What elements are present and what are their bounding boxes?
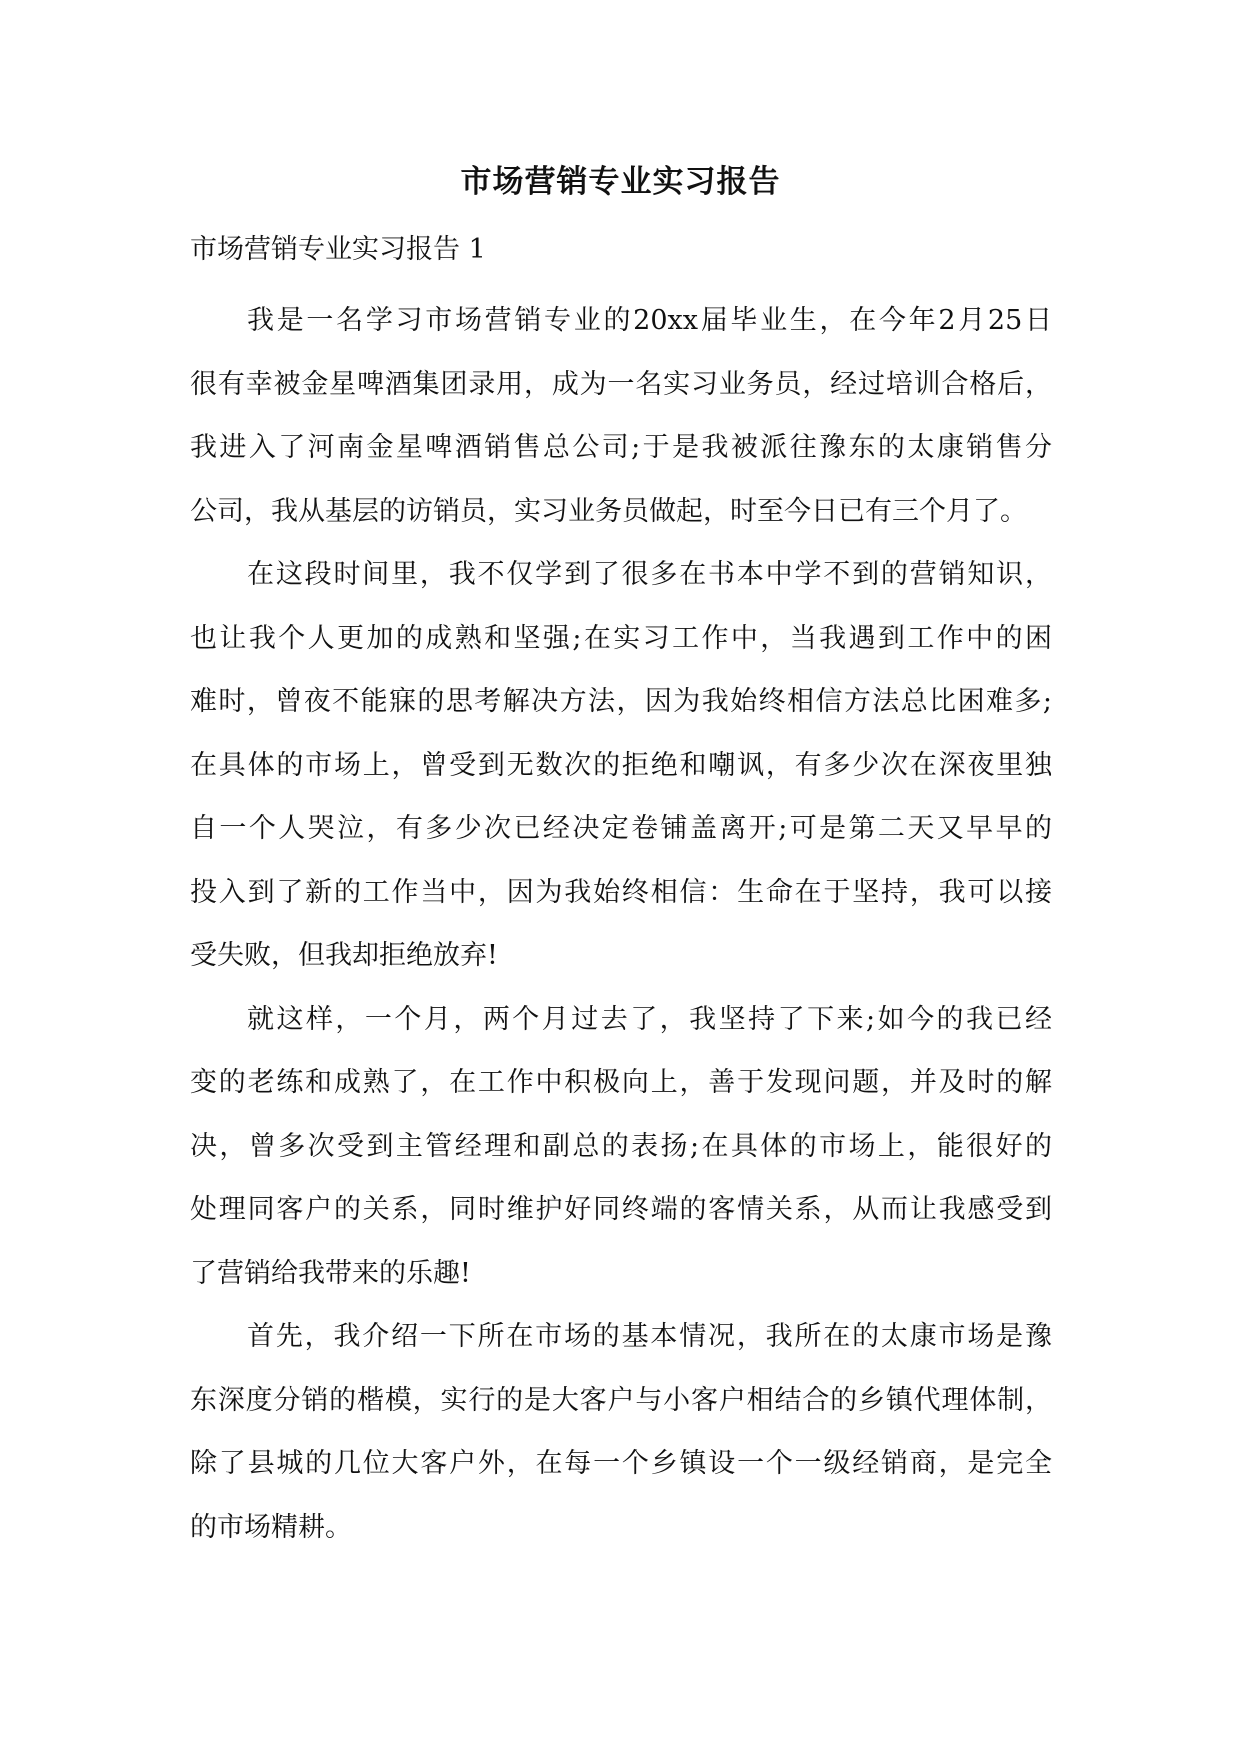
paragraph-4 <box>190 1305 1052 1559</box>
text-line: 在具体的市场上，曾受到无数次的拒绝和嘲讽，有多少次在深夜里独 <box>190 749 1052 781</box>
document-title: 市场营销专业实习报告 <box>460 164 781 200</box>
text-line: 处理同客户的关系，同时维护好同终端的客情关系，从而让我感受到 <box>190 1194 1052 1225</box>
text-line: 在这段时间里，我不仅学到了很多在书本中学不到的营销知识， <box>247 559 1052 590</box>
text-line: 的市场精耕。 <box>190 1511 352 1543</box>
text-line: 难时，曾夜不能寐的思考解决方法，因为我始终相信方法总比困难多; <box>190 686 1052 717</box>
paragraph-2 <box>190 543 1052 988</box>
document-subtitle: 市场营销专业实习报告 1 <box>190 234 486 265</box>
text-line: 我是一名学习市场营销专业的20xx届毕业生，在今年2月25日 <box>247 305 1052 336</box>
text-line: 决，曾多次受到主管经理和副总的表扬;在具体的市场上，能很好的 <box>190 1130 1052 1162</box>
text-line: 除了县城的几位大客户外，在每一个乡镇设一个一级经销商，是完全 <box>190 1448 1052 1479</box>
text-line: 也让我个人更加的成熟和坚强;在实习工作中，当我遇到工作中的困 <box>190 622 1052 654</box>
text-line: 我进入了河南金星啤酒销售总公司;于是我被派往豫东的太康销售分 <box>190 432 1052 463</box>
text-line: 投入到了新的工作当中，因为我始终相信：生命在于坚持，我可以接 <box>190 876 1052 908</box>
text-line: 受失败，但我却拒绝放弃! <box>190 940 498 971</box>
text-line: 变的老练和成熟了，在工作中积极向上，善于发现问题，并及时的解 <box>190 1067 1052 1098</box>
text-line: 自一个人哭泣，有多少次已经决定卷铺盖离开;可是第二天又早早的 <box>190 813 1052 844</box>
text-line: 首先，我介绍一下所在市场的基本情况，我所在的太康市场是豫 <box>247 1321 1052 1352</box>
document-body <box>190 289 1052 1559</box>
text-line: 就这样，一个月，两个月过去了，我坚持了下来;如今的我已经 <box>247 1003 1052 1035</box>
text-line: 公司，我从基层的访销员，实习业务员做起，时至今日已有三个月了。 <box>190 495 1027 527</box>
text-line: 东深度分销的楷模，实行的是大客户与小客户相结合的乡镇代理体制， <box>190 1384 1052 1416</box>
paragraph-3 <box>190 988 1052 1306</box>
text-line: 很有幸被金星啤酒集团录用，成为一名实习业务员，经过培训合格后， <box>190 368 1052 400</box>
paragraph-1 <box>190 289 1052 543</box>
text-line: 了营销给我带来的乐趣! <box>190 1257 471 1289</box>
